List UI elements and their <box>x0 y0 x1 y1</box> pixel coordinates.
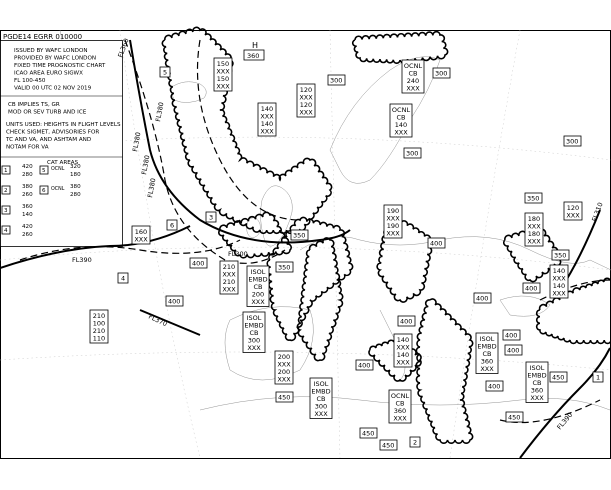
jet-label: FL390 <box>555 410 575 432</box>
tropopause-value: 350 <box>293 231 306 240</box>
tropopause-value: 400 <box>505 331 518 340</box>
jet-label: FL380 <box>140 154 152 176</box>
turbulence-line: 210 <box>92 327 106 335</box>
cb-label-line: 200 <box>251 290 265 299</box>
turbulence-line: XXX <box>222 270 236 279</box>
tropopause-value: 400 <box>476 294 489 303</box>
jet-label: FL380 <box>154 101 166 123</box>
high-value: 360 <box>247 52 260 60</box>
turbulence-line: 150 <box>216 60 230 68</box>
cb-label-line: OCNL <box>391 106 411 114</box>
cb-label-line: CB <box>482 350 492 358</box>
cb-label-line: EMBD <box>311 387 331 396</box>
cb-label-line: XXX <box>251 298 265 306</box>
turbulence-line: 120 <box>299 86 313 94</box>
cat-legend-top: 360 <box>22 204 33 210</box>
turbulence-line: XXX <box>222 285 236 294</box>
issue-line: FIXED TIME PROGNOSTIC CHART <box>14 63 106 69</box>
cb-label-line: ISOL <box>246 314 262 322</box>
cat-legend-top: 420 <box>22 164 33 170</box>
units-line: UNITS USED: HEIGHTS IN FLIGHT LEVELS <box>6 122 121 128</box>
cb-label-line: ISOL <box>313 380 329 388</box>
tropopause-value: 350 <box>278 263 291 272</box>
jet-label: FL380 <box>131 131 143 153</box>
turbulence-line: 200 <box>277 353 291 361</box>
tropopause-value: 300 <box>330 76 343 85</box>
turbulence-line: 210 <box>92 312 106 320</box>
cb-label-line: XXX <box>406 84 420 93</box>
turbulence-line: XXX <box>299 108 313 117</box>
cb-label-line: 300 <box>247 336 261 345</box>
turbulence-line: XXX <box>134 235 148 244</box>
cat-legend-top: 320 <box>70 164 81 170</box>
tropopause-value: 300 <box>406 149 419 158</box>
turbulence-line: 140 <box>552 267 566 275</box>
cat-legend-bot: 280 <box>22 172 33 178</box>
cb-label-line: CB <box>532 379 542 387</box>
cb-label-line: XXX <box>394 128 408 137</box>
turbulence-line: 190 <box>386 222 400 230</box>
cat-legend-bot: 280 <box>70 192 81 198</box>
high-symbol: H <box>252 41 259 50</box>
jet-label: FL390 <box>72 256 92 264</box>
turbulence-line: 210 <box>222 278 236 286</box>
turbulence-line: XXX <box>552 289 566 298</box>
cb-label-line: ISOL <box>479 335 495 343</box>
cb-label-line: EMBD <box>244 321 264 330</box>
turbulence-line: XXX <box>527 237 541 246</box>
tropopause-value: 400 <box>488 382 501 391</box>
issue-line: VALID 00 UTC 02 NOV 2019 <box>14 85 92 92</box>
tropopause-value: 350 <box>527 194 540 203</box>
turbulence-line: 100 <box>92 319 106 328</box>
cb-label-line: XXX <box>480 365 494 373</box>
tropopause-value: 300 <box>435 69 448 78</box>
units-line: CHECK SIGMET, ADVISORIES FOR <box>6 129 100 136</box>
cat-legend-bot: 260 <box>22 232 33 238</box>
turbulence-line: 140 <box>260 120 274 128</box>
turbulence-line: 140 <box>396 336 410 344</box>
tropopause-value: 450 <box>508 413 521 422</box>
cat-legend-bot: 140 <box>22 212 33 218</box>
cb-label-line: OCNL <box>403 62 423 70</box>
turbulence-line: 180 <box>527 215 541 223</box>
turbulence-line: 140 <box>552 282 566 290</box>
cb-label-line: EMBD <box>477 342 497 351</box>
cat-marker-num: 1 <box>596 373 601 382</box>
cb-label-line: CB <box>395 399 405 408</box>
cat-legend-top: 380 <box>22 184 33 190</box>
cat-legend-num: 2 <box>4 188 8 194</box>
tropopause-value: 350 <box>554 251 567 260</box>
units-line: TC AND VA, AND ASHTAM AND <box>6 137 92 143</box>
turbulence-line: XXX <box>386 229 400 238</box>
turbulence-line: 140 <box>260 105 274 113</box>
cat-legend-top: 420 <box>22 224 33 230</box>
note-line: MOD OR SEV TURB AND ICE <box>8 109 87 116</box>
cat-legend-top: 380 <box>70 184 81 190</box>
turbulence-line: 210 <box>222 263 236 271</box>
jet-label: FL380 <box>146 177 158 199</box>
cb-label-line: CB <box>396 113 406 122</box>
turbulence-line: XXX <box>216 82 230 91</box>
cb-label-line: 360 <box>393 407 407 415</box>
turbulence-line: XXX <box>386 214 400 223</box>
cat-legend-type: OCNL <box>51 167 65 172</box>
cat-legend-type: OCNL <box>51 187 65 192</box>
cat-legend-num: 1 <box>4 168 8 174</box>
turbulence-line: XXX <box>299 93 313 102</box>
cb-label-line: CB <box>249 329 259 337</box>
issue-line: ISSUED BY WAFC LONDON <box>14 48 88 54</box>
jet-label: FL370 <box>147 312 169 329</box>
cb-label-line: 360 <box>480 357 494 366</box>
chart-title: PGDE14 EGRR 010000 <box>3 33 83 41</box>
turbulence-line: XXX <box>260 112 274 121</box>
cb-label-line: 360 <box>530 386 544 395</box>
turbulence-line: 160 <box>134 228 148 236</box>
jet-label: FL310 <box>590 201 605 223</box>
cb-label-line: CB <box>408 69 418 78</box>
cb-label-line: XXX <box>393 414 407 423</box>
cb-label-line: ISOL <box>250 268 266 276</box>
cb-label-line: EMBD <box>248 275 268 284</box>
cat-legend-num: 4 <box>4 228 8 234</box>
units-line: NOTAM FOR VA <box>6 144 49 151</box>
turbulence-line: 140 <box>396 351 410 359</box>
tropopause-value: 450 <box>278 393 291 402</box>
tropopause-value: 450 <box>382 441 395 450</box>
turbulence-line: 120 <box>566 204 580 212</box>
cat-legend-bot: 260 <box>22 192 33 198</box>
cb-label-line: ISOL <box>529 364 545 372</box>
turbulence-line: 110 <box>92 334 106 343</box>
tropopause-value: 400 <box>525 284 538 293</box>
info-panel <box>1 41 123 247</box>
cat-legend-num: 5 <box>42 168 46 174</box>
tropopause-value: 400 <box>358 361 371 370</box>
turbulence-line: XXX <box>277 360 291 369</box>
turbulence-line: 120 <box>299 101 313 109</box>
tropopause-value: 450 <box>362 429 375 438</box>
cat-marker-num: 3 <box>209 213 214 222</box>
tropopause-value: 400 <box>192 259 205 268</box>
cb-label-line: CB <box>316 395 326 403</box>
turbulence-line: 150 <box>216 75 230 83</box>
turbulence-line: 200 <box>277 368 291 376</box>
tropopause-value: 400 <box>400 317 413 326</box>
issue-line: FL 100-450 <box>14 78 46 84</box>
tropopause-value: 400 <box>430 239 443 248</box>
cat-areas-title: CAT AREAS <box>47 160 79 166</box>
cat-legend-num: 6 <box>42 188 46 194</box>
turbulence-line: XXX <box>396 343 410 352</box>
jet-label: FL360 <box>116 37 131 59</box>
turbulence-line: XXX <box>277 375 291 384</box>
turbulence-line: XXX <box>527 222 541 231</box>
turbulence-line: 180 <box>527 230 541 238</box>
turbulence-line: XXX <box>396 358 410 367</box>
issue-line: PROVIDED BY WAFC LONDON <box>14 55 97 62</box>
turbulence-line: XXX <box>566 211 580 220</box>
cat-marker-num: 4 <box>121 274 126 283</box>
cat-marker-num: 5 <box>163 68 168 77</box>
cb-label-line: 140 <box>394 121 408 129</box>
cb-label-line: CB <box>253 283 263 291</box>
turbulence-line: 190 <box>386 207 400 215</box>
tropopause-value: 400 <box>507 346 520 355</box>
cb-label-line: EMBD <box>527 371 547 380</box>
cb-label-line: OCNL <box>390 392 410 400</box>
cb-label-line: XXX <box>314 410 328 418</box>
turbulence-line: XXX <box>260 127 274 136</box>
tropopause-value: 300 <box>566 137 579 146</box>
cat-marker-num: 6 <box>170 221 175 230</box>
turbulence-line: XXX <box>552 274 566 283</box>
cb-label-line: XXX <box>247 344 261 352</box>
tropopause-value: 400 <box>168 297 181 306</box>
cb-label-line: 300 <box>314 402 328 411</box>
jet-label: FL300 <box>228 250 248 258</box>
turbulence-line: XXX <box>216 67 230 76</box>
issue-line: ICAO AREA EURO SIGWX <box>14 70 83 77</box>
note-line: CB IMPLIES TS, GR <box>8 102 60 108</box>
tropopause-value: 450 <box>552 373 565 382</box>
cat-marker-num: 2 <box>413 438 418 447</box>
cb-label-line: 240 <box>406 77 420 85</box>
cat-legend-bot: 180 <box>70 172 81 178</box>
cb-label-line: XXX <box>530 394 544 402</box>
cat-legend-num: 3 <box>4 208 8 214</box>
